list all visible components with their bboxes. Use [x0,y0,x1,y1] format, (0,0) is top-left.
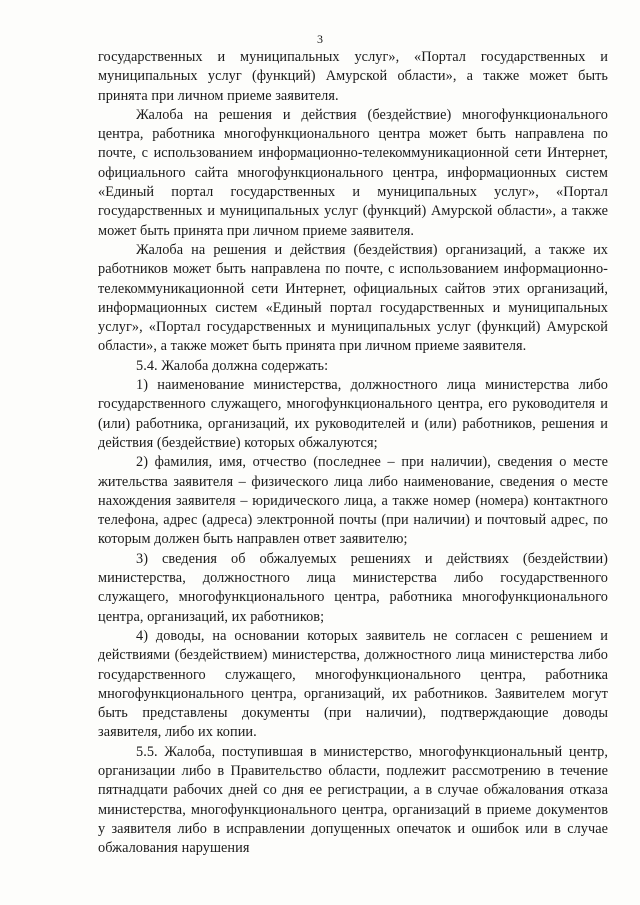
document-body [98,48,608,858]
list-item-1: 1) наименование министерства, должностного лица министерства либо государственного служащего, многофункционального центра, его руководителя и (или) работника, организаций, их руководителей и (или) работников, решения и действия (бездействие) которых обжалуются; [98,377,608,451]
list-item-4: 4) доводы, на основании которых заявитель не согласен с решением и действиями (бездействием) министерства, должностного лица министерства либо государственного служащего, многофункционального центра, работника многофункционального центра, организаций, их работников. Заявителем могут быть представлены документы (при наличии), подтверждающие доводы заявителя, либо их копии. [98,627,608,741]
paragraph-organizations-complaint: Жалоба на решения и действия (бездействия) организаций, а также их работников может быть направлена по почте, с использованием информационно-телекоммуникационной сети Интернет, официальных сайтов этих организаций, информационных систем «Единый портал государственных и муниципальных услуг», «Портал государственных и муниципальных услуг (функций) Амурской области», а также может быть принята при личном приеме заявителя. [98,241,608,355]
list-item-3: 3) сведения об обжалуемых решениях и действиях (бездействии) министерства, должностного лица министерства либо государственного служащего, многофункционального центра, работника многофункционального центра, организаций, их работников; [98,550,608,625]
section-5-5-paragraph: 5.5. Жалоба, поступившая в министерство, многофункциональный центр, организации либо в Правительство области, подлежит рассмотрению в течение пятнадцати рабочих дней со дня ее регистрации, а в случае обжалования отказа министерства, многофункционального центра, организаций в приеме документов у заявителя либо в исправлении допущенных опечаток и ошибок или в случае обжалования нарушения [98,743,608,857]
page-number: 3 [317,32,323,46]
paragraph-mfc-complaint: Жалоба на решения и действия (бездействие) многофункционального центра, работника многофункционального центра может быть направлена по почте, с использованием информационно-телекоммуникационной сети Интернет, официального сайта многофункционального центра, информационных систем «Единый портал государственных и муниципальных услуг», «Портал государственных и муниципальных услуг (функций) Амурской области», а также может быть принята при личном приеме заявителя. [98,106,608,239]
paragraph-continuation: государственных и муниципальных услуг», «Портал государственных и муниципальных услуг (функций) Амурской области», а также может быть принята при личном приеме заявителя. [98,49,608,104]
section-5-4-heading: 5.4. Жалоба должна содержать: [136,357,329,374]
list-item-2: 2) фамилия, имя, отчество (последнее – при наличии), сведения о месте жительства заявителя – физического лица либо наименование, сведения о месте нахождения заявителя – юридического лица, а также номер (номера) контактного телефона, адрес (адреса) электронной почты (при наличии) и почтовый адрес, по которым должен быть направлен ответ заявителю; [98,454,608,548]
